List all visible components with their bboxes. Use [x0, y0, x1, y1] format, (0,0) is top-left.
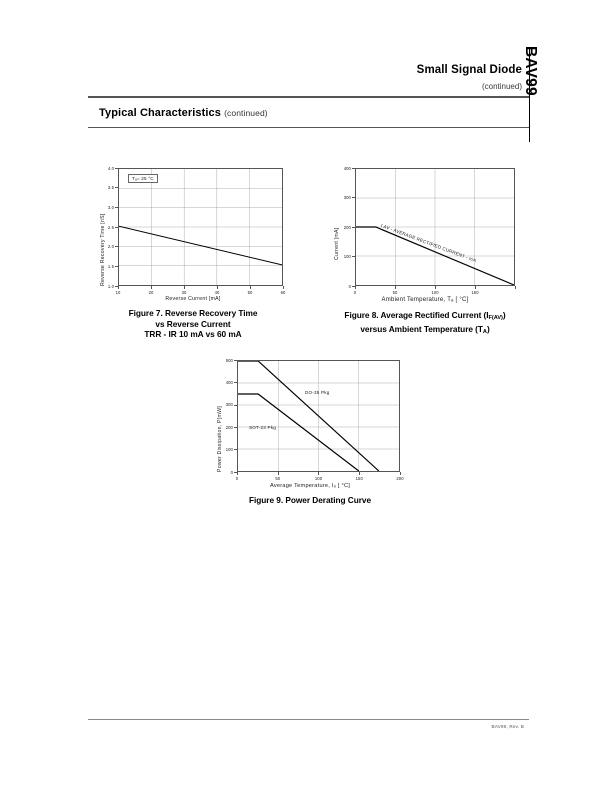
figure-8-caption-line-1: Figure 8. Average Rectified Current $(I_{F(AV)})$: [344, 310, 506, 322]
figure-9-x-tick-label: 150: [355, 476, 363, 481]
figure-7-y-tick-label: 3.0: [107, 204, 114, 210]
figure-7-y-tick-label: 2.5: [107, 224, 114, 230]
figure-7: [88, 160, 298, 350]
figure-8-x-tick-label: 100: [431, 290, 439, 295]
figure-7-x-tick-label: 10: [115, 290, 121, 295]
figure-7-y-tick: [115, 168, 118, 169]
footer-revision: BAV99, Rev. B: [491, 724, 524, 729]
figure-8-y-tick: [352, 168, 355, 169]
figure-8-y-tick-label: 400: [343, 165, 351, 171]
figure-7-caption-line-3: TRR - IR 10 mA vs 60 mA: [144, 329, 242, 339]
figure-7-x-tick-label: 40: [214, 290, 220, 295]
figure-9-x-axis-label: Average Temperature, Iₒ [ °C]: [269, 483, 351, 489]
figure-8-y-tick: [352, 197, 355, 198]
figure-8-y-tick: [352, 227, 355, 228]
figure-7-caption-line-1: Figure 7. Reverse Recovery Time: [128, 308, 258, 318]
figure-9-caption-line-1: Figure 9. Power Derating Curve: [248, 495, 372, 505]
figure-8-y-tick-label: 200: [343, 224, 351, 230]
figure-7-y-tick-label: 4.0: [107, 165, 114, 171]
figure-9-x-tick: [318, 472, 319, 475]
page-subtitle: (continued): [481, 82, 522, 91]
figure-9-y-axis-label: Power Dissipation, P[mW]: [217, 406, 223, 472]
page-title: Small Signal Diode: [416, 64, 522, 76]
figure-8-plot-area: [355, 168, 515, 286]
footer-divider: [88, 719, 529, 720]
figure-7-x-tick-label: 20: [148, 290, 154, 295]
figure-9-curves: [238, 361, 399, 471]
figure-7-x-tick: [118, 286, 119, 289]
figure-8-x-tick: [435, 286, 436, 289]
figure-7-x-tick: [283, 286, 284, 289]
figure-9-y-tick: [234, 472, 237, 473]
figure-8-x-tick: [355, 286, 356, 289]
figure-9-y-tick-label: 400: [225, 380, 233, 385]
figure-7-x-tick: [250, 286, 251, 289]
figure-9-sot23-label: SOT-23 Pkg: [249, 425, 277, 430]
figure-8-x-tick: [395, 286, 396, 289]
figure-9-x-tick: [400, 472, 401, 475]
figure-9-x-tick: [237, 472, 238, 475]
figure-8-current-annotation: I AV - AVERAGE RECTIFIED CURRENT - mA: [380, 223, 477, 264]
figure-8-x-tick-label: 150: [471, 290, 479, 295]
figure-7-x-tick-label: 30: [181, 290, 187, 295]
figure-7-y-tick-label: 2.0: [107, 244, 114, 250]
section-heading: [99, 107, 268, 119]
figure-7-temperature-annotation: Tₐ= 25 °C: [128, 174, 158, 183]
section-divider: [88, 127, 529, 128]
figure-9-y-tick-label: 100: [225, 447, 233, 453]
figure-7-caption-line-2: vs Reverse Current: [155, 318, 231, 329]
figure-7-y-tick: [115, 187, 118, 188]
figure-7-x-tick: [217, 286, 218, 289]
figure-9-plot-area: [237, 360, 400, 472]
section-heading-text: Typical Characteristics: [99, 107, 221, 119]
figure-8-caption: [320, 310, 530, 337]
figure-8-x-tick: [475, 286, 476, 289]
figure-9-x-tick-label: 100: [314, 476, 323, 481]
figure-9-y-tick: [234, 449, 237, 450]
figure-8-y-tick-label: 0: [348, 283, 351, 289]
figure-9-caption: [205, 495, 415, 506]
figure-7-x-tick: [184, 286, 185, 289]
figure-8-x-axis-label: Ambient Temperature, Tₐ [ °C]: [381, 297, 469, 303]
figure-7-plot-area: [118, 168, 283, 286]
figure-9-y-tick-label: 500: [225, 357, 233, 363]
figure-8-caption-line-2: versus Ambient Temperature $(T_A)$: [360, 323, 490, 335]
figure-9-y-tick-label: 0: [230, 469, 233, 475]
figure-7-x-axis-label: Reverse Current [mA]: [165, 296, 221, 302]
figure-8-x-tick-label: 0: [353, 290, 357, 295]
figure-7-y-tick-label: 3.5: [107, 185, 114, 191]
figure-7-y-tick: [115, 266, 118, 267]
figure-7-caption: [88, 308, 298, 340]
figure-7-x-tick: [151, 286, 152, 289]
figure-9-y-tick-label: 300: [225, 402, 233, 408]
figure-7-y-tick: [115, 286, 118, 287]
figure-7-y-tick: [115, 227, 118, 228]
figure-9-x-tick-label: 200: [396, 476, 404, 481]
figure-8-y-tick: [352, 256, 355, 257]
figure-9-x-tick-label: 50: [275, 476, 281, 481]
figure-8: [320, 160, 530, 350]
figure-7-y-tick-label: 1.5: [107, 263, 114, 269]
figure-8-x-tick: [515, 286, 516, 289]
figure-7-y-tick: [115, 207, 118, 208]
section-heading-continued: (continued): [224, 108, 268, 118]
figure-9-x-tick: [359, 472, 360, 475]
figure-7-curve: [119, 169, 282, 285]
figure-9-x-tick: [278, 472, 279, 475]
figure-9-do35-label: DO-35 Pkg: [305, 390, 330, 395]
figure-7-y-tick: [115, 246, 118, 247]
header-divider: [88, 96, 529, 98]
figure-7-y-axis-label: Reverse Recovery Time [nS]: [100, 213, 106, 286]
figure-9-y-tick: [234, 405, 237, 406]
figure-7-x-tick-label: 60: [280, 290, 286, 295]
figure-8-y-tick-label: 100: [343, 254, 351, 260]
figure-8-y-tick: [352, 286, 355, 287]
figure-9-y-tick: [234, 382, 237, 383]
figure-8-y-axis-label: Current [mA]: [334, 227, 340, 260]
figure-9-y-tick: [234, 427, 237, 428]
figure-9-x-tick-label: 0: [235, 476, 239, 481]
figure-8-y-tick-label: 300: [343, 195, 351, 201]
figure-9: [205, 352, 415, 522]
figure-9-y-tick: [234, 360, 237, 361]
figure-9-y-tick-label: 200: [225, 424, 233, 430]
figure-8-x-tick-label: 50: [392, 290, 398, 295]
figure-7-x-tick-label: 50: [247, 290, 253, 295]
figure-7-y-tick-label: 1.0: [107, 283, 114, 289]
part-number-tab: BAV99: [522, 46, 539, 96]
